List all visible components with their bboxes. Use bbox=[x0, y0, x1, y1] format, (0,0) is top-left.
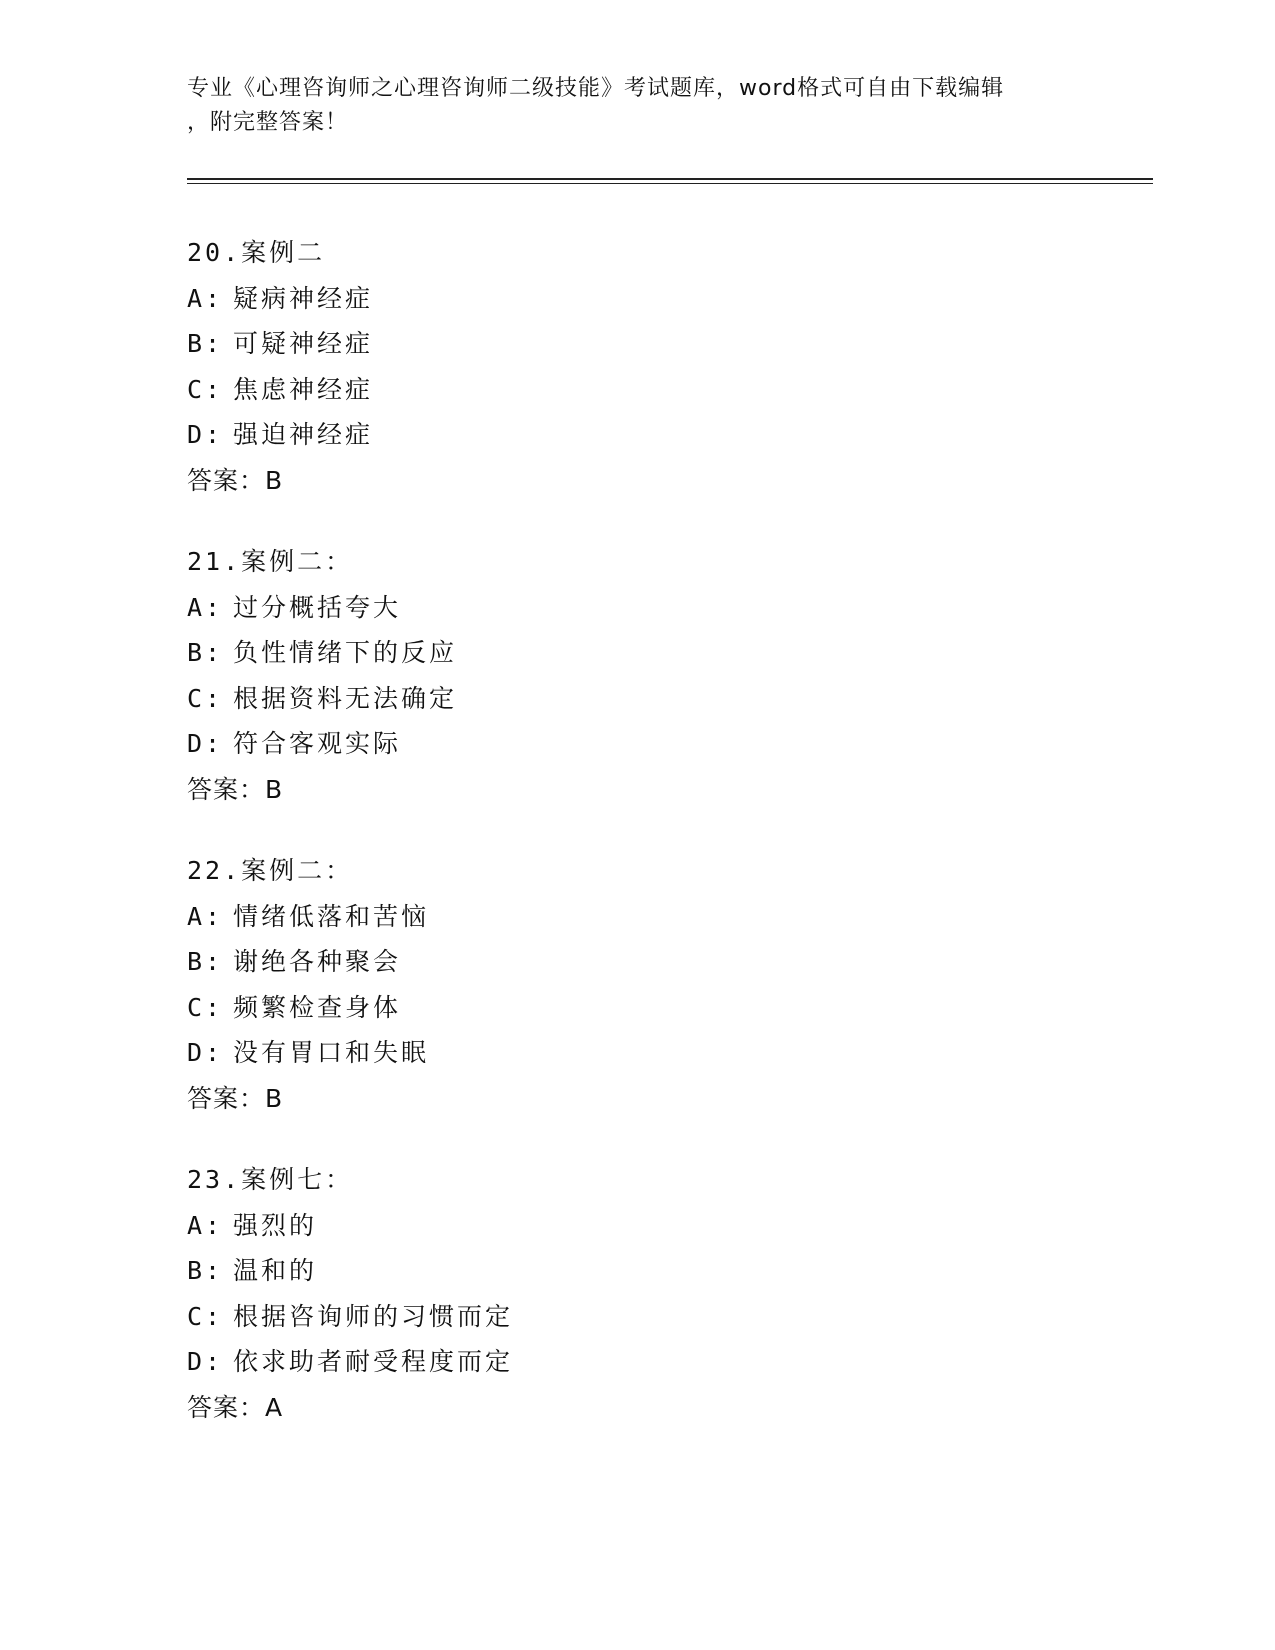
option-key: C: bbox=[187, 992, 224, 1022]
option-text: 频繁检查身体 bbox=[233, 992, 402, 1022]
option-text: 温和的 bbox=[233, 1256, 318, 1285]
option-text: 符合客观实际 bbox=[233, 729, 402, 758]
option-d bbox=[187, 412, 1087, 458]
option-b bbox=[187, 630, 1087, 676]
option-text: 强迫神经症 bbox=[233, 420, 374, 449]
question-item bbox=[187, 848, 1087, 1121]
question-item bbox=[187, 1157, 1087, 1430]
option-key: D: bbox=[187, 420, 224, 449]
question-list bbox=[187, 230, 1087, 1466]
option-a bbox=[187, 276, 1087, 322]
option-d bbox=[187, 721, 1087, 767]
option-text: 负性情绪下的反应 bbox=[233, 638, 458, 667]
option-d bbox=[187, 1030, 1087, 1076]
option-key: D: bbox=[187, 729, 224, 758]
question-title: 23.案例七： bbox=[187, 1165, 354, 1194]
option-key: A: bbox=[187, 283, 224, 313]
question-title: 20.案例二 bbox=[187, 238, 326, 267]
option-c bbox=[187, 1294, 1087, 1340]
option-text: 依求助者耐受程度而定 bbox=[233, 1347, 514, 1376]
option-key: B: bbox=[187, 947, 224, 976]
header-line-1: 专业《心理咨询师之心理咨询师二级技能》考试题库，word格式可自由下载编辑 bbox=[187, 76, 1005, 101]
option-b bbox=[187, 939, 1087, 985]
option-key: A: bbox=[187, 901, 224, 931]
question-title: 22.案例二： bbox=[187, 856, 354, 885]
option-c bbox=[187, 676, 1087, 722]
option-key: B: bbox=[187, 638, 224, 667]
option-text: 根据资料无法确定 bbox=[233, 683, 458, 713]
option-c bbox=[187, 367, 1087, 413]
question-title: 21.案例二： bbox=[187, 547, 354, 576]
option-key: B: bbox=[187, 329, 224, 358]
header-divider-bottom bbox=[187, 183, 1153, 184]
option-key: C: bbox=[187, 1301, 224, 1331]
option-key: A: bbox=[187, 1210, 224, 1240]
option-key: B: bbox=[187, 1256, 224, 1285]
header-line-2: ，附完整答案！ bbox=[187, 110, 349, 135]
option-c bbox=[187, 985, 1087, 1031]
option-key: C: bbox=[187, 683, 224, 713]
option-b bbox=[187, 1248, 1087, 1294]
option-text: 没有胃口和失眠 bbox=[233, 1038, 430, 1067]
option-text: 过分概括夸大 bbox=[233, 592, 402, 622]
answer-line: 答案：B bbox=[187, 465, 284, 495]
option-key: C: bbox=[187, 374, 224, 404]
option-key: D: bbox=[187, 1038, 224, 1067]
option-text: 根据咨询师的习惯而定 bbox=[233, 1301, 514, 1331]
option-key: D: bbox=[187, 1347, 224, 1376]
document-header bbox=[187, 72, 1087, 140]
option-a bbox=[187, 894, 1087, 940]
option-text: 疑病神经症 bbox=[233, 283, 374, 313]
answer-line: 答案：A bbox=[187, 1392, 284, 1422]
question-item bbox=[187, 230, 1087, 503]
option-b bbox=[187, 321, 1087, 367]
option-text: 谢绝各种聚会 bbox=[233, 947, 402, 976]
option-text: 可疑神经症 bbox=[233, 329, 374, 358]
option-a bbox=[187, 585, 1087, 631]
answer-line: 答案：B bbox=[187, 1083, 284, 1113]
question-item bbox=[187, 539, 1087, 812]
answer-line: 答案：B bbox=[187, 774, 284, 804]
option-text: 强烈的 bbox=[233, 1210, 318, 1240]
option-key: A: bbox=[187, 592, 224, 622]
option-text: 情绪低落和苦恼 bbox=[233, 901, 430, 931]
option-d bbox=[187, 1339, 1087, 1385]
option-a bbox=[187, 1203, 1087, 1249]
option-text: 焦虑神经症 bbox=[233, 374, 374, 404]
header-divider-top bbox=[187, 178, 1153, 180]
